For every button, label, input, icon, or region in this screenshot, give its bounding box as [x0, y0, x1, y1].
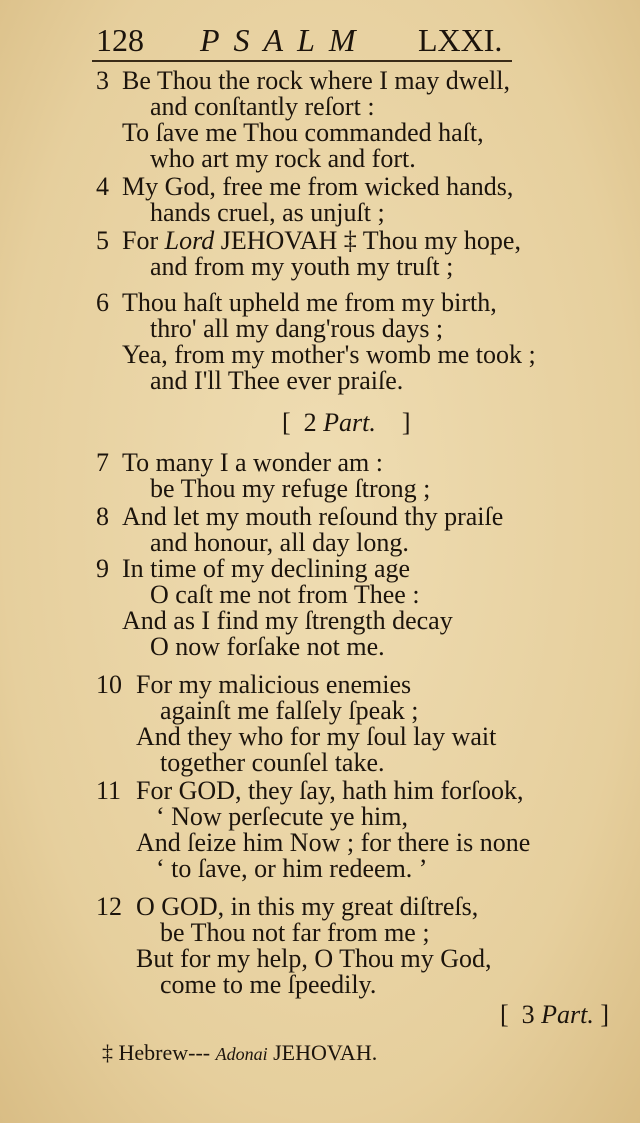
verse-number: 9 [96, 554, 109, 583]
page-header [0, 18, 640, 62]
part-catchword: [ 3 Part. ] [500, 1000, 610, 1029]
verse-line: To many I a wonder am : [122, 448, 383, 477]
verse-line: againſt me falſely ſpeak ; [160, 696, 419, 725]
verse-number: 6 [96, 288, 109, 317]
verse-line: ‘ Now perſecute ye him, [156, 802, 408, 831]
page-title: PSALM [200, 22, 370, 58]
verse-number: 8 [96, 502, 109, 531]
footnote: ‡ Hebrew--- Adonai JEHOVAH. [102, 1040, 378, 1065]
header-rule [92, 60, 512, 62]
verse-line: To ſave me Thou commanded haſt, [122, 118, 484, 147]
verse-line: and from my youth my truſt ; [150, 252, 454, 281]
verse-line: For Lord JEHOVAH ‡ Thou my hope, [122, 226, 521, 255]
part-heading: [ 2 Part. ] [282, 408, 411, 437]
verse-number: 3 [96, 66, 109, 95]
verse-line: My God, free me from wicked hands, [122, 172, 514, 201]
page-number: 128 [96, 22, 144, 58]
verse-line: But for my help, O Thou my God, [136, 944, 492, 973]
verse-line: Yea, from my mother's womb me took ; [122, 340, 536, 369]
verse-line: and honour, all day long. [150, 528, 409, 557]
verse-line: In time of my declining age [122, 554, 411, 583]
verse-line: O caſt me not from Thee : [150, 580, 420, 609]
verse-number: 5 [96, 226, 109, 255]
verse-line: together counſel take. [160, 748, 385, 777]
verse-line: O GOD, in this my great diſtreſs, [136, 892, 479, 921]
verse-line: be Thou not far from me ; [160, 918, 430, 947]
verse-line: And ſeize him Now ; for there is none [136, 828, 531, 857]
verse-line: For GOD, they ſay, hath him forſook, [136, 776, 524, 805]
verse-line: and conſtantly reſort : [150, 92, 375, 121]
verse-line: And as I find my ſtrength decay [122, 606, 453, 635]
verse-line: hands cruel, as unjuſt ; [150, 198, 385, 227]
verse-line: Be Thou the rock where I may dwell, [122, 66, 510, 95]
verse-number: 7 [96, 448, 109, 477]
verse-line: And let my mouth reſound thy praiſe [122, 502, 504, 531]
verse-number: 4 [96, 172, 109, 201]
verse-number: 12 [96, 892, 122, 921]
verse-line: And they who for my ſoul lay wait [136, 722, 497, 751]
verse-number: 10 [96, 670, 122, 699]
verse-line: who art my rock and fort. [150, 144, 416, 173]
verse-line: and I'll Thee ever praiſe. [150, 366, 404, 395]
psalm-numeral: LXXI. [418, 22, 503, 58]
verse-line: thro' all my dang'rous days ; [150, 314, 444, 343]
verse-line: For my malicious enemies [136, 670, 412, 699]
verse-line: come to me ſpeedily. [160, 970, 377, 999]
verse-line: Thou haſt upheld me from my birth, [122, 288, 497, 317]
verse-line: O now forſake not me. [150, 632, 385, 661]
verse-number: 11 [96, 776, 122, 805]
verse-line: be Thou my refuge ſtrong ; [150, 474, 431, 503]
verse-line: ‘ to ſave, or him redeem. ’ [156, 854, 428, 883]
